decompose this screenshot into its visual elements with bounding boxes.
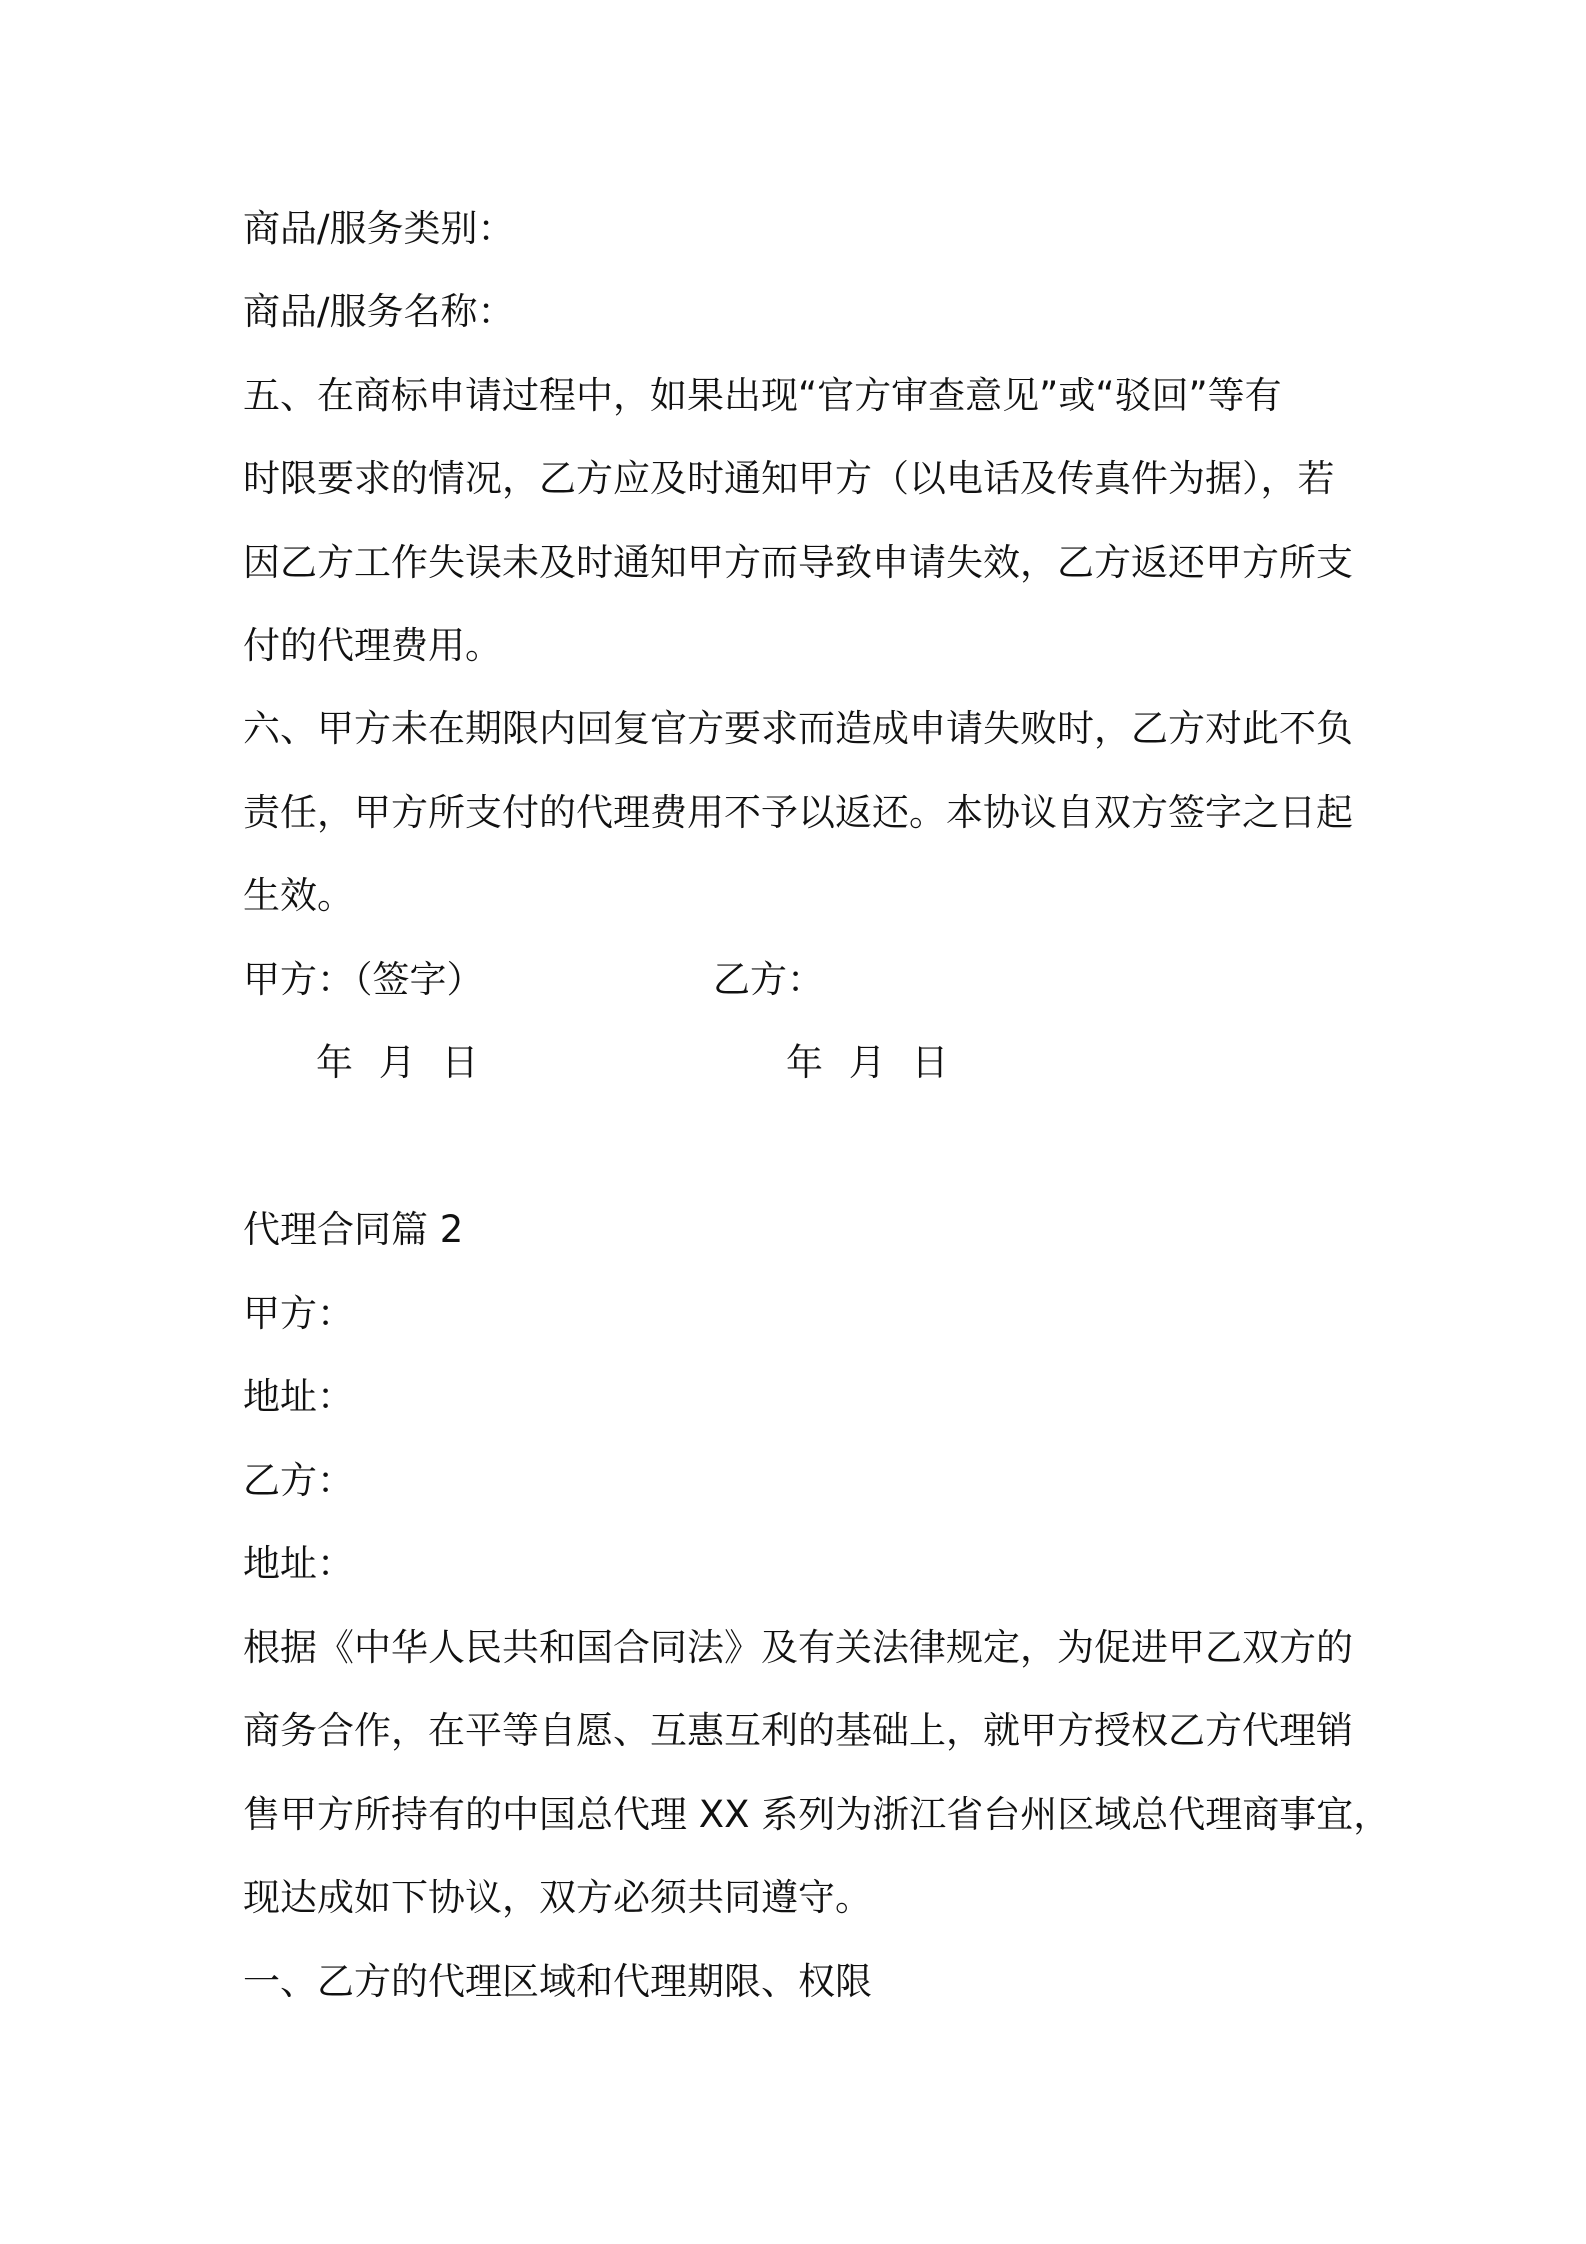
- party-b-date: 年 月 日: [786, 1041, 949, 1084]
- section-2-paragraph-line-4: 现达成如下协议，双方必须共同遵守。: [243, 1876, 872, 1919]
- section-2-address-a: 地址：: [243, 1375, 354, 1418]
- section-2-heading-1: 一、乙方的代理区域和代理期限、权限: [243, 1960, 872, 2003]
- party-a-date: 年 月 日: [316, 1041, 479, 1084]
- section-2-party-b: 乙方：: [243, 1459, 354, 1502]
- clause-five-line-4: 付的代理费用。: [243, 624, 502, 667]
- clause-five-line-3: 因乙方工作失误未及时通知甲方而导致申请失效，乙方返还甲方所支: [243, 541, 1353, 584]
- clause-five-line-1: 五、在商标申请过程中，如果出现“官方审查意见”或“驳回”等有: [243, 374, 1282, 417]
- goods-service-name: 商品/服务名称：: [243, 290, 515, 333]
- section-2-paragraph-line-1: 根据《中华人民共和国合同法》及有关法律规定，为促进甲乙双方的: [243, 1626, 1353, 1669]
- goods-service-category: 商品/服务类别：: [243, 207, 515, 250]
- section-2-paragraph-line-3: 售甲方所持有的中国总代理 XX 系列为浙江省台州区域总代理商事宜，: [243, 1793, 1391, 1836]
- party-b-signature-label: 乙方：: [713, 958, 824, 1001]
- section-2-address-b: 地址：: [243, 1542, 354, 1585]
- party-a-signature-label: 甲方：（签字）: [243, 958, 484, 1001]
- clause-five-line-2: 时限要求的情况，乙方应及时通知甲方（以电话及传真件为据），若: [243, 457, 1335, 500]
- clause-six-line-1: 六、甲方未在期限内回复官方要求而造成申请失败时，乙方对此不负: [243, 707, 1353, 750]
- clause-six-line-2: 责任，甲方所支付的代理费用不予以返还。本协议自双方签字之日起: [243, 791, 1353, 834]
- section-2-title: 代理合同篇 2: [243, 1208, 464, 1251]
- clause-six-line-3: 生效。: [243, 874, 354, 917]
- section-2-paragraph-line-2: 商务合作，在平等自愿、互惠互利的基础上，就甲方授权乙方代理销: [243, 1709, 1353, 1752]
- section-2-party-a: 甲方：: [243, 1292, 354, 1335]
